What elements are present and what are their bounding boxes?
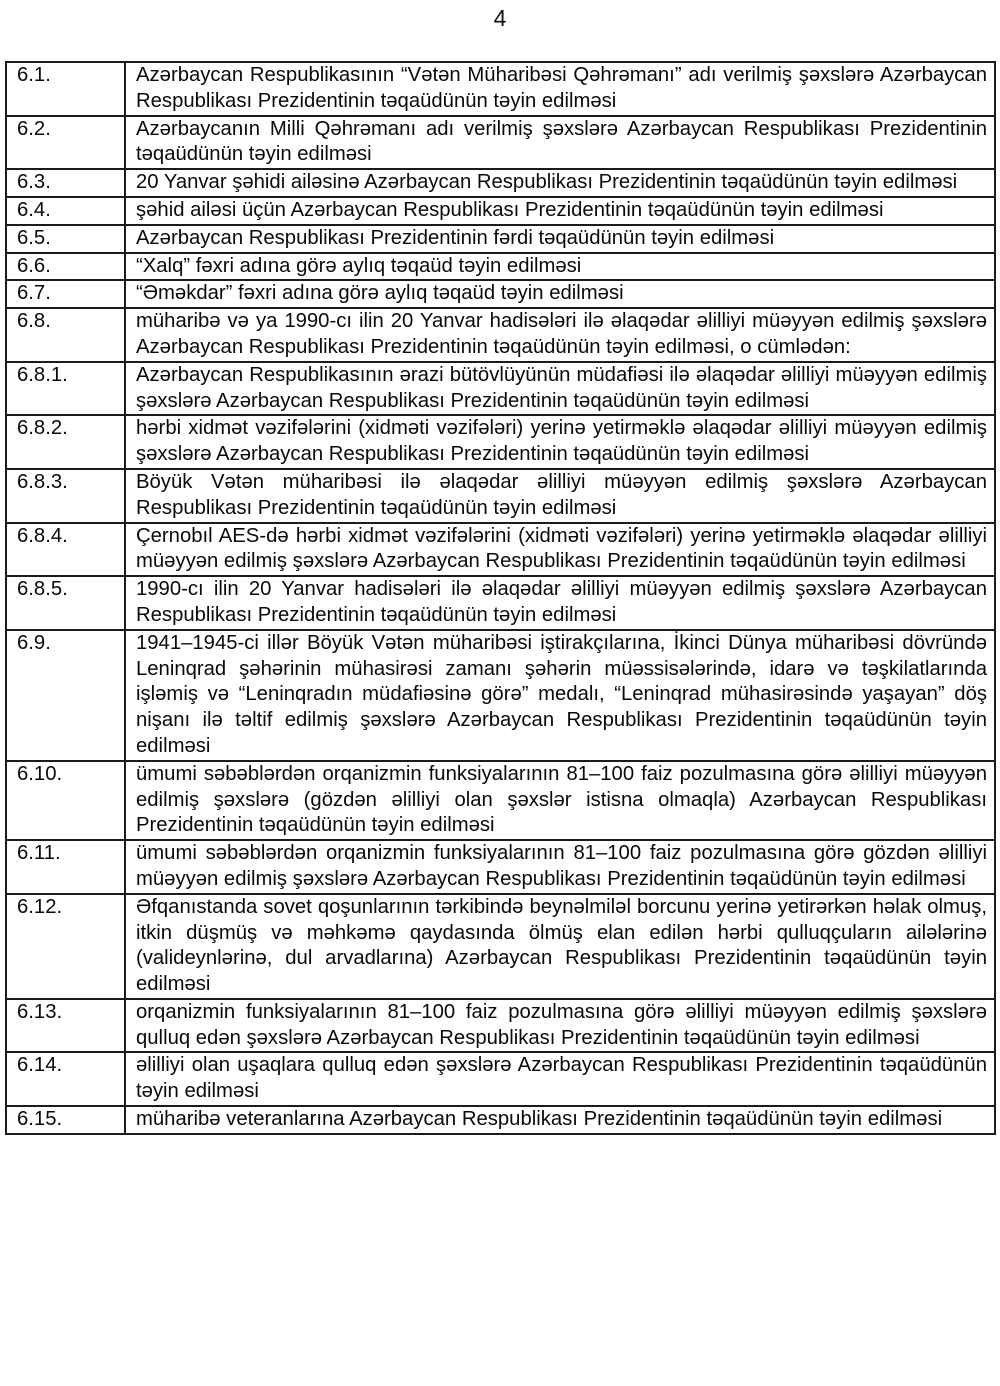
table-row	[6, 523, 995, 577]
row-text: Azərbaycanın Milli Qəhrəmanı adı verilmiş şəxslərə Azərbaycan Respublikası Prezidentinin təqaüdünün təyin edilməsi	[125, 116, 995, 170]
row-number: 6.4.	[6, 197, 125, 225]
table-row	[6, 280, 995, 308]
row-number: 6.8.3.	[6, 469, 125, 523]
table-row	[6, 197, 995, 225]
row-text: hərbi xidmət vəzifələrini (xidməti vəzifələri) yerinə yetirməklə əlaqədar əlilliyi müəyyən edilmiş şəxslərə Azərbaycan Respublikası Prezidentinin təqaüdünün təyin edilməsi	[125, 415, 995, 469]
row-number: 6.9.	[6, 630, 125, 761]
row-number: 6.8.5.	[6, 576, 125, 630]
row-number: 6.7.	[6, 280, 125, 308]
table-row	[6, 894, 995, 999]
row-number: 6.5.	[6, 225, 125, 253]
row-text: əlilliyi olan uşaqlara qulluq edən şəxslərə Azərbaycan Respublikası Prezidentinin təqaüdünün təyin edilməsi	[125, 1052, 995, 1106]
table-row	[6, 840, 995, 894]
row-number: 6.11.	[6, 840, 125, 894]
row-number: 6.15.	[6, 1106, 125, 1134]
row-text: ümumi səbəblərdən orqanizmin funksiyalarının 81–100 faiz pozulmasına görə gözdən əlilliyi müəyyən edilmiş şəxslərə Azərbaycan Respublikası Prezidentinin təqaüdünün təyin edilməsi	[125, 840, 995, 894]
table-row	[6, 62, 995, 116]
row-number: 6.8.2.	[6, 415, 125, 469]
table-row	[6, 169, 995, 197]
row-text: Əfqanıstanda sovet qoşunlarının tərkibində beynəlmiləl borcunu yerinə yetirərkən həlak olmuş, itkin düşmüş və məhkəmə qaydasında ölmüş elan edilən hərbi qulluqçuların ailələrinə (valideynlərinə, dul arvadlarına) Azərbaycan Respublikası Prezidentinin təqaüdünün təyin edilməsi	[125, 894, 995, 999]
table-row	[6, 308, 995, 362]
row-text: Çernobıl AES-də hərbi xidmət vəzifələrini (xidməti vəzifələri) yerinə yetirməklə əlaqədar əlilliyi müəyyən edilmiş şəxslərə Azərbaycan Respublikası Prezidentinin təqaüdünün təyin edilməsi	[125, 523, 995, 577]
row-number: 6.8.	[6, 308, 125, 362]
row-text: müharibə və ya 1990-cı ilin 20 Yanvar hadisələri ilə əlaqədar əlilliyi müəyyən edilmiş şəxslərə Azərbaycan Respublikası Prezidentinin təqaüdünün təyin edilməsi, o cümlədən:	[125, 308, 995, 362]
row-number: 6.13.	[6, 999, 125, 1053]
table-row	[6, 253, 995, 281]
table-row	[6, 999, 995, 1053]
row-number: 6.8.4.	[6, 523, 125, 577]
row-text: Azərbaycan Respublikasının “Vətən Müharibəsi Qəhrəmanı” adı verilmiş şəxslərə Azərbaycan Respublikası Prezidentinin təqaüdünün təyin edilməsi	[125, 62, 995, 116]
row-text: Azərbaycan Respublikası Prezidentinin fərdi təqaüdünün təyin edilməsi	[125, 225, 995, 253]
row-number: 6.12.	[6, 894, 125, 999]
row-number: 6.14.	[6, 1052, 125, 1106]
table-row	[6, 415, 995, 469]
row-number: 6.6.	[6, 253, 125, 281]
row-number: 6.10.	[6, 761, 125, 840]
row-number: 6.2.	[6, 116, 125, 170]
row-number: 6.8.1.	[6, 362, 125, 416]
row-number: 6.3.	[6, 169, 125, 197]
benefits-table-body	[6, 62, 995, 1134]
table-row	[6, 630, 995, 761]
row-text: orqanizmin funksiyalarının 81–100 faiz pozulmasına görə əlilliyi müəyyən edilmiş şəxslərə qulluq edən şəxslərə Azərbaycan Respublikası Prezidentinin təqaüdünün təyin edilməsi	[125, 999, 995, 1053]
table-row	[6, 1052, 995, 1106]
table-row	[6, 225, 995, 253]
row-text: Böyük Vətən müharibəsi ilə əlaqədar əlilliyi müəyyən edilmiş şəxslərə Azərbaycan Respublikası Prezidentinin təqaüdünün təyin edilməsi	[125, 469, 995, 523]
table-row	[6, 761, 995, 840]
table-row	[6, 362, 995, 416]
table-row	[6, 116, 995, 170]
table-row	[6, 576, 995, 630]
row-text: müharibə veteranlarına Azərbaycan Respublikası Prezidentinin təqaüdünün təyin edilməsi	[125, 1106, 995, 1134]
page-number: 4	[493, 5, 507, 31]
row-text: “Əməkdar” fəxri adına görə aylıq təqaüd təyin edilməsi	[125, 280, 995, 308]
table-row	[6, 1106, 995, 1134]
row-text: ümumi səbəblərdən orqanizmin funksiyalarının 81–100 faiz pozulmasına görə əlilliyi müəyyən edilmiş şəxslərə (gözdən əlilliyi olan şəxslər istisna olmaqla) Azərbaycan Respublikası Prezidentinin təqaüdünün təyin edilməsi	[125, 761, 995, 840]
benefits-table	[5, 61, 996, 1135]
row-text: şəhid ailəsi üçün Azərbaycan Respublikası Prezidentinin təqaüdünün təyin edilməsi	[125, 197, 995, 225]
row-number: 6.1.	[6, 62, 125, 116]
table-row	[6, 469, 995, 523]
row-text: 20 Yanvar şəhidi ailəsinə Azərbaycan Respublikası Prezidentinin təqaüdünün təyin edilməsi	[125, 169, 995, 197]
row-text: 1941–1945-ci illər Böyük Vətən müharibəsi iştirakçılarına, İkinci Dünya müharibəsi dövründə Leninqrad şəhərinin mühasirəsi zamanı şəhərin müəssisələrində, idarə və təşkilatlarında işləmiş və “Leninqradın müdafiəsinə görə” medalı, “Leninqrad mühasirəsində yaşayan” döş nişanı ilə təltif edilmiş şəxslərə Azərbaycan Respublikası Prezidentinin təqaüdünün təyin edilməsi	[125, 630, 995, 761]
row-text: 1990-cı ilin 20 Yanvar hadisələri ilə əlaqədar əlilliyi müəyyən edilmiş şəxslərə Azərbaycan Respublikası Prezidentinin təqaüdünün təyin edilməsi	[125, 576, 995, 630]
row-text: Azərbaycan Respublikasının ərazi bütövlüyünün müdafiəsi ilə əlaqədar əlilliyi müəyyən edilmiş şəxslərə Azərbaycan Respublikası Prezidentinin təqaüdünün təyin edilməsi	[125, 362, 995, 416]
row-text: “Xalq” fəxri adına görə aylıq təqaüd təyin edilməsi	[125, 253, 995, 281]
